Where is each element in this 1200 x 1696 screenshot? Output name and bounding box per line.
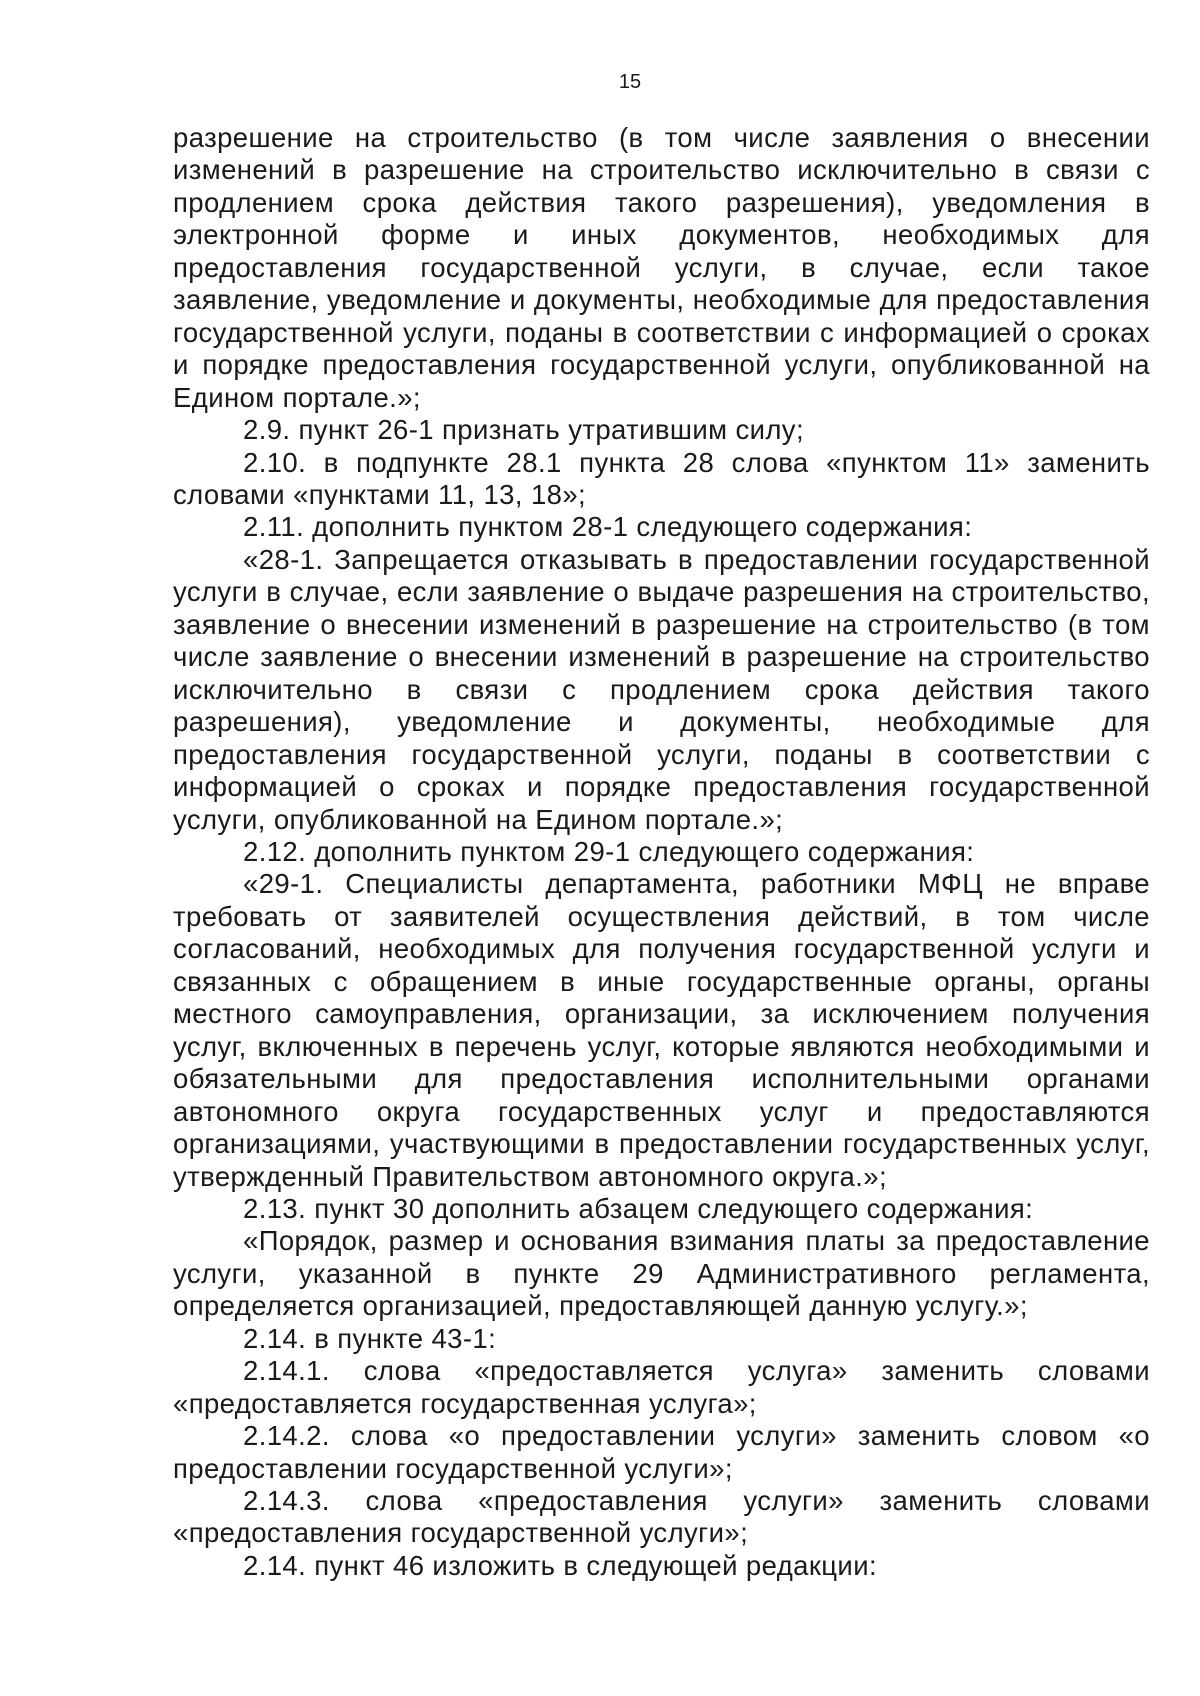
paragraph-29-1-text: «29-1. Специалисты департамента, работники МФЦ не вправе требовать от заявителей осуществления действий, в том числе согласований, необходимых для получения государственной услуги и связанных с обращением в иные государственные органы, органы местного самоуправления, организации, за исключением получения услуг, включенных в перечень услуг, которые являются необходимыми и обязательными для предоставления исполнительными органами автономного округа государственных услуг и предоставляются организациями, участвующими в предоставлении государственных услуг, утвержденный Правительством автономного округа.»; xyxy=(173,868,1150,1192)
paragraph-2-12: 2.12. дополнить пунктом 29-1 следующего содержания: xyxy=(243,835,975,867)
paragraph-2-14-2: 2.14.2. слова «о предоставлении услуги» заменить словом «о предоставлении государственной услуги»; xyxy=(173,1420,1150,1484)
page-number: 15 xyxy=(618,71,642,93)
document-body xyxy=(173,122,1150,1582)
paragraph-30-text: «Порядок, размер и основания взимания платы за предоставление услуги, указанной в пункте 29 Административного регламента, определяется организацией, предоставляющей данную услугу.»; xyxy=(173,1225,1150,1322)
paragraph-2-14-point-46: 2.14. пункт 46 изложить в следующей редакции: xyxy=(243,1549,877,1581)
paragraph-2-14-3: 2.14.3. слова «предоставления услуги» заменить словами «предоставления государственной услуги»; xyxy=(173,1485,1150,1549)
paragraph-28-1-text: «28-1. Запрещается отказывать в предоставлении государственной услуги в случае, если заявление о выдаче разрешения на строительство, заявление о внесении изменений в разрешение на строительство (в том числе заявление о внесении изменений в разрешение на строительство исключительно в связи с продлением срока действия такого разрешения), уведомление и документы, необходимые для предоставления государственной услуги, поданы в соответствии с информацией о сроках и порядке предоставления государственной услуги, опубликованной на Едином портале.»; xyxy=(173,543,1150,835)
paragraph-2-13: 2.13. пункт 30 дополнить абзацем следующего содержания: xyxy=(243,1192,1034,1224)
paragraph-2-11: 2.11. дополнить пунктом 28-1 следующего содержания: xyxy=(243,511,973,543)
paragraph-2-10: 2.10. в подпункте 28.1 пункта 28 слова «пунктом 11» заменить словами «пунктами 11, 13, 18»; xyxy=(173,446,1150,510)
paragraph-2-14-1: 2.14.1. слова «предоставляется услуга» заменить словами «предоставляется государственная услуга»; xyxy=(173,1355,1150,1419)
paragraph-2-9: 2.9. пункт 26-1 признать утратившим силу; xyxy=(243,414,805,446)
paragraph-2-14: 2.14. в пункте 43-1: xyxy=(243,1322,497,1354)
paragraph-continuation: разрешение на строительство (в том числе заявления о внесении изменений в разрешение на строительство исключительно в связи с продлением срока действия такого разрешения), уведомления в электронной форме и иных документов, необходимых для предоставления государственной услуги, в случае, если такое заявление, уведомление и документы, необходимые для предоставления государственной услуги, поданы в соответствии с информацией о сроках и порядке предоставления государственной услуги, опубликованной на Едином портале.»; xyxy=(173,122,1150,413)
